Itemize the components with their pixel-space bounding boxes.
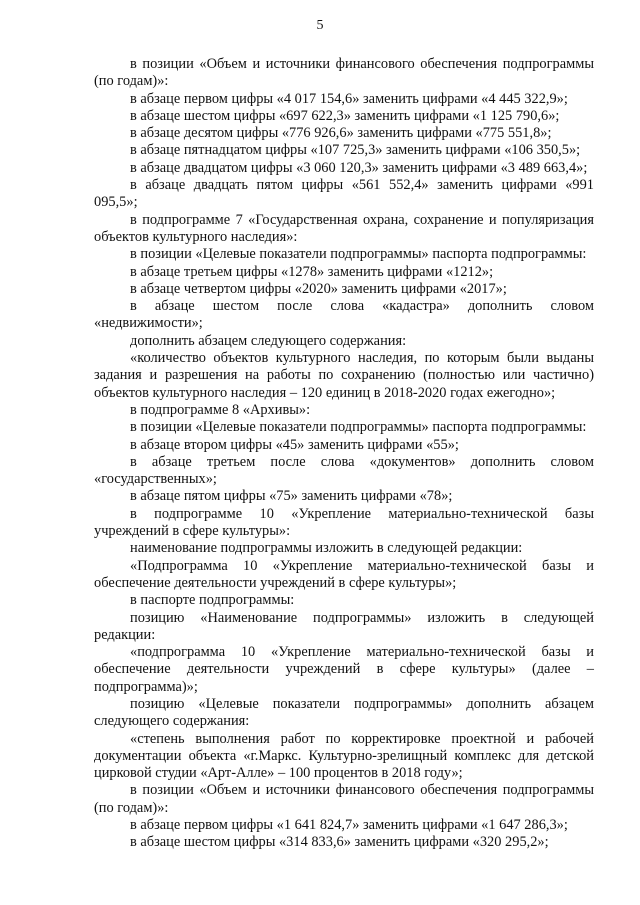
paragraph: в абзаце первом цифры «1 641 824,7» заменить цифрами «1 647 286,3»; bbox=[130, 817, 568, 834]
paragraph: в абзаце шестом после слова «кадастра» дополнить словом «недвижимости»; bbox=[94, 298, 594, 332]
paragraph: в абзаце втором цифры «45» заменить цифрами «55»; bbox=[130, 436, 459, 453]
paragraph: «количество объектов культурного наследия, по которым были выданы задания и разрешения на работы по сохранению (полностью или частично) объектов культурного наследия – 120 единиц в 2018-2020 годах ежегодно»; bbox=[94, 350, 594, 401]
paragraph: в позиции «Целевые показатели подпрограммы» паспорта подпрограммы: bbox=[130, 419, 587, 436]
paragraph: в абзаце шестом цифры «314 833,6» заменить цифрами «320 295,2»; bbox=[130, 834, 549, 851]
paragraph: позицию «Наименование подпрограммы» изложить в следующей редакции: bbox=[94, 609, 594, 643]
paragraph: в абзаце пятнадцатом цифры «107 725,3» заменить цифрами «106 350,5»; bbox=[130, 142, 581, 159]
paragraph: в паспорте подпрограммы: bbox=[130, 592, 295, 609]
paragraph: в абзаце двадцать пятом цифры «561 552,4» заменить цифрами «991 095,5»; bbox=[94, 177, 594, 211]
page-number: 5 bbox=[316, 18, 324, 33]
paragraph: в абзаце третьем цифры «1278» заменить цифрами «1212»; bbox=[130, 263, 494, 280]
paragraph: в позиции «Объем и источники финансового обеспечения подпрограммы (по годам)»: bbox=[94, 56, 594, 90]
paragraph: в абзаце пятом цифры «75» заменить цифрами «78»; bbox=[130, 488, 453, 505]
paragraph: в позиции «Целевые показатели подпрограммы» паспорта подпрограммы: bbox=[130, 246, 587, 263]
paragraph: в абзаце шестом цифры «697 622,3» заменить цифрами «1 125 790,6»; bbox=[130, 107, 560, 124]
paragraph: в позиции «Объем и источники финансового обеспечения подпрограммы (по годам)»: bbox=[94, 782, 594, 816]
paragraph: дополнить абзацем следующего содержания: bbox=[130, 332, 407, 349]
paragraph: в абзаце десятом цифры «776 926,6» заменить цифрами «775 551,8»; bbox=[130, 125, 552, 142]
document-body bbox=[94, 56, 594, 852]
paragraph: «подпрограмма 10 «Укрепление материально-технической базы и обеспечение деятельности учреждений в сфере культуры» (далее – подпрограмма)»; bbox=[94, 644, 594, 695]
paragraph: в абзаце двадцатом цифры «3 060 120,3» заменить цифрами «3 489 663,4»; bbox=[130, 159, 588, 176]
paragraph: в абзаце четвертом цифры «2020» заменить цифрами «2017»; bbox=[130, 280, 507, 297]
paragraph: позицию «Целевые показатели подпрограммы» дополнить абзацем следующего содержания: bbox=[94, 695, 594, 730]
paragraph: наименование подпрограммы изложить в следующей редакции: bbox=[130, 540, 523, 557]
paragraph: в абзаце третьем после слова «документов» дополнить словом «государственных»; bbox=[94, 453, 594, 488]
paragraph: в подпрограмме 8 «Архивы»: bbox=[130, 401, 311, 418]
paragraph: «Подпрограмма 10 «Укрепление материально-технической базы и обеспечение деятельности учреждений в сфере культуры»; bbox=[94, 557, 594, 591]
paragraph: в подпрограмме 7 «Государственная охрана, сохранение и популяризация объектов культурного наследия»: bbox=[94, 211, 594, 245]
paragraph: в абзаце первом цифры «4 017 154,6» заменить цифрами «4 445 322,9»; bbox=[130, 90, 568, 107]
paragraph: «степень выполнения работ по корректировке проектной и рабочей документации объекта «г.Маркс. Культурно-зрелищный комплекс для детской цирковой студии «Арт-Алле» – 100 процентов в 2018 году»; bbox=[94, 730, 594, 782]
paragraph: в подпрограмме 10 «Укрепление материально-технической базы учреждений в сфере культуры»: bbox=[94, 505, 594, 540]
